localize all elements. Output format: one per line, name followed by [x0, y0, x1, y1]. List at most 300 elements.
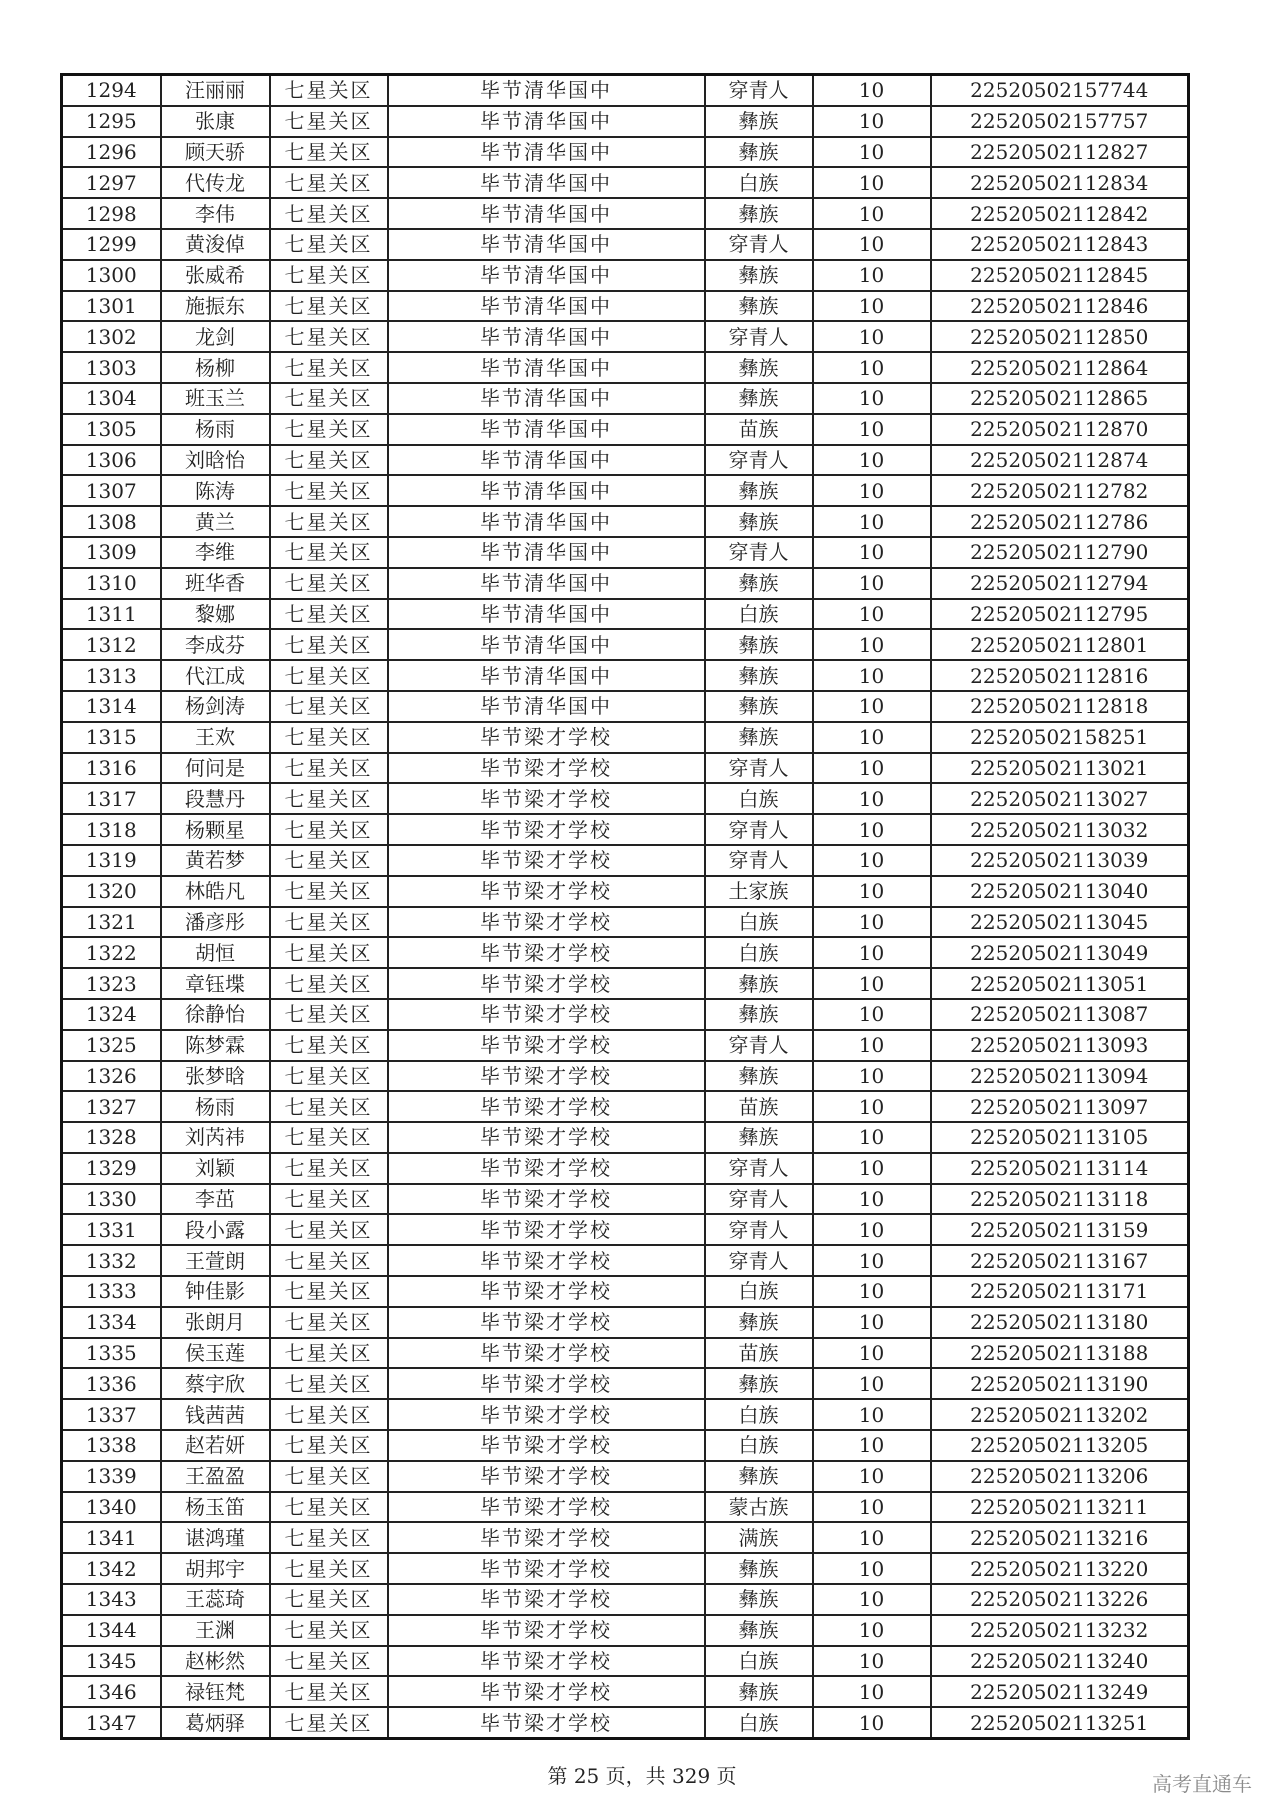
table-row	[62, 137, 1189, 168]
cell-index: 1331	[62, 1214, 161, 1245]
cell-index: 1298	[62, 198, 161, 229]
cell-district: 七星关区	[270, 599, 388, 630]
cell-ethnicity: 彝族	[705, 999, 813, 1030]
cell-district: 七星关区	[270, 722, 388, 753]
cell-school: 毕节梁才学校	[388, 1430, 705, 1461]
cell-grade: 10	[813, 1184, 931, 1215]
cell-school: 毕节清华国中	[388, 321, 705, 352]
cell-district: 七星关区	[270, 1492, 388, 1523]
cell-school: 毕节清华国中	[388, 475, 705, 506]
table-row	[62, 1061, 1189, 1092]
cell-ethnicity: 苗族	[705, 1338, 813, 1369]
cell-index: 1310	[62, 568, 161, 599]
table-row	[62, 445, 1189, 476]
cell-ethnicity: 彝族	[705, 506, 813, 537]
cell-ethnicity: 彝族	[705, 260, 813, 291]
cell-district: 七星关区	[270, 1214, 388, 1245]
cell-name: 汪丽丽	[161, 75, 270, 106]
cell-index: 1303	[62, 352, 161, 383]
cell-index: 1334	[62, 1307, 161, 1338]
cell-district: 七星关区	[270, 445, 388, 476]
cell-name: 何问是	[161, 753, 270, 784]
cell-ethnicity: 白族	[705, 1276, 813, 1307]
cell-name: 黄浚倬	[161, 229, 270, 260]
table-row	[62, 75, 1189, 106]
cell-district: 七星关区	[270, 876, 388, 907]
cell-index: 1336	[62, 1368, 161, 1399]
cell-name: 钱茜茜	[161, 1399, 270, 1430]
cell-name: 黄兰	[161, 506, 270, 537]
table-row	[62, 907, 1189, 938]
cell-school: 毕节梁才学校	[388, 783, 705, 814]
cell-index: 1340	[62, 1492, 161, 1523]
cell-index: 1342	[62, 1553, 161, 1584]
cell-district: 七星关区	[270, 1276, 388, 1307]
cell-district: 七星关区	[270, 691, 388, 722]
cell-exam-id: 22520502113211	[931, 1492, 1189, 1523]
cell-name: 林皓凡	[161, 876, 270, 907]
cell-exam-id: 22520502112865	[931, 383, 1189, 414]
cell-ethnicity: 穿青人	[705, 321, 813, 352]
cell-exam-id: 22520502113171	[931, 1276, 1189, 1307]
table-row	[62, 1615, 1189, 1646]
cell-ethnicity: 穿青人	[705, 1214, 813, 1245]
cell-exam-id: 22520502112864	[931, 352, 1189, 383]
page-number: 第 25 页，共 329 页	[547, 1764, 737, 1788]
cell-index: 1315	[62, 722, 161, 753]
cell-exam-id: 22520502113032	[931, 814, 1189, 845]
cell-district: 七星关区	[270, 568, 388, 599]
table-row	[62, 414, 1189, 445]
table-row	[62, 783, 1189, 814]
cell-grade: 10	[813, 1615, 931, 1646]
cell-exam-id: 22520502112794	[931, 568, 1189, 599]
cell-grade: 10	[813, 352, 931, 383]
cell-name: 张梦晗	[161, 1061, 270, 1092]
cell-grade: 10	[813, 753, 931, 784]
cell-name: 葛炳驿	[161, 1707, 270, 1738]
cell-name: 杨雨	[161, 414, 270, 445]
cell-exam-id: 22520502113087	[931, 999, 1189, 1030]
cell-exam-id: 22520502112795	[931, 599, 1189, 630]
cell-index: 1332	[62, 1245, 161, 1276]
cell-ethnicity: 彝族	[705, 198, 813, 229]
cell-grade: 10	[813, 445, 931, 476]
cell-school: 毕节梁才学校	[388, 1122, 705, 1153]
cell-name: 王盈盈	[161, 1461, 270, 1492]
cell-name: 蔡宇欣	[161, 1368, 270, 1399]
table-row	[62, 537, 1189, 568]
cell-ethnicity: 白族	[705, 1430, 813, 1461]
cell-grade: 10	[813, 260, 931, 291]
cell-ethnicity: 穿青人	[705, 814, 813, 845]
cell-grade: 10	[813, 814, 931, 845]
cell-district: 七星关区	[270, 1553, 388, 1584]
cell-school: 毕节梁才学校	[388, 1676, 705, 1707]
cell-index: 1318	[62, 814, 161, 845]
cell-school: 毕节清华国中	[388, 291, 705, 322]
cell-ethnicity: 彝族	[705, 137, 813, 168]
cell-index: 1300	[62, 260, 161, 291]
cell-name: 李伟	[161, 198, 270, 229]
table-row	[62, 229, 1189, 260]
table-row	[62, 1214, 1189, 1245]
cell-school: 毕节梁才学校	[388, 1214, 705, 1245]
cell-district: 七星关区	[270, 629, 388, 660]
cell-index: 1323	[62, 968, 161, 999]
table-row	[62, 383, 1189, 414]
cell-exam-id: 22520502113114	[931, 1153, 1189, 1184]
cell-index: 1325	[62, 1030, 161, 1061]
cell-district: 七星关区	[270, 383, 388, 414]
cell-name: 杨颗星	[161, 814, 270, 845]
cell-ethnicity: 白族	[705, 1646, 813, 1677]
cell-ethnicity: 穿青人	[705, 537, 813, 568]
cell-index: 1309	[62, 537, 161, 568]
cell-grade: 10	[813, 1338, 931, 1369]
cell-district: 七星关区	[270, 1707, 388, 1738]
table-row	[62, 291, 1189, 322]
cell-grade: 10	[813, 1461, 931, 1492]
cell-grade: 10	[813, 722, 931, 753]
cell-index: 1321	[62, 907, 161, 938]
cell-ethnicity: 彝族	[705, 722, 813, 753]
cell-ethnicity: 彝族	[705, 968, 813, 999]
cell-exam-id: 22520502113232	[931, 1615, 1189, 1646]
cell-district: 七星关区	[270, 506, 388, 537]
cell-exam-id: 22520502113159	[931, 1214, 1189, 1245]
cell-school: 毕节梁才学校	[388, 753, 705, 784]
cell-ethnicity: 彝族	[705, 1307, 813, 1338]
cell-index: 1294	[62, 75, 161, 106]
cell-ethnicity: 穿青人	[705, 1184, 813, 1215]
table-row	[62, 475, 1189, 506]
cell-grade: 10	[813, 1307, 931, 1338]
cell-name: 张威希	[161, 260, 270, 291]
cell-grade: 10	[813, 1122, 931, 1153]
cell-ethnicity: 彝族	[705, 1584, 813, 1615]
cell-exam-id: 22520502158251	[931, 722, 1189, 753]
cell-school: 毕节梁才学校	[388, 1307, 705, 1338]
cell-district: 七星关区	[270, 75, 388, 106]
table-row	[62, 1707, 1189, 1738]
cell-index: 1307	[62, 475, 161, 506]
table-row	[62, 1338, 1189, 1369]
cell-exam-id: 22520502113093	[931, 1030, 1189, 1061]
cell-ethnicity: 白族	[705, 783, 813, 814]
cell-ethnicity: 穿青人	[705, 445, 813, 476]
cell-grade: 10	[813, 167, 931, 198]
cell-school: 毕节清华国中	[388, 445, 705, 476]
cell-district: 七星关区	[270, 1307, 388, 1338]
cell-school: 毕节清华国中	[388, 537, 705, 568]
cell-index: 1333	[62, 1276, 161, 1307]
cell-district: 七星关区	[270, 660, 388, 691]
cell-grade: 10	[813, 1492, 931, 1523]
cell-grade: 10	[813, 999, 931, 1030]
cell-school: 毕节梁才学校	[388, 1276, 705, 1307]
cell-grade: 10	[813, 1153, 931, 1184]
cell-exam-id: 22520502112843	[931, 229, 1189, 260]
cell-exam-id: 22520502157744	[931, 75, 1189, 106]
cell-index: 1335	[62, 1338, 161, 1369]
cell-exam-id: 22520502112786	[931, 506, 1189, 537]
cell-exam-id: 22520502113040	[931, 876, 1189, 907]
cell-grade: 10	[813, 1553, 931, 1584]
cell-name: 王萱朗	[161, 1245, 270, 1276]
cell-index: 1301	[62, 291, 161, 322]
cell-index: 1326	[62, 1061, 161, 1092]
cell-name: 段小露	[161, 1214, 270, 1245]
cell-grade: 10	[813, 1061, 931, 1092]
cell-exam-id: 22520502112870	[931, 414, 1189, 445]
cell-district: 七星关区	[270, 1430, 388, 1461]
cell-school: 毕节梁才学校	[388, 722, 705, 753]
table-row	[62, 1091, 1189, 1122]
cell-exam-id: 22520502113188	[931, 1338, 1189, 1369]
cell-exam-id: 22520502113240	[931, 1646, 1189, 1677]
cell-index: 1345	[62, 1646, 161, 1677]
cell-name: 顾天骄	[161, 137, 270, 168]
cell-ethnicity: 满族	[705, 1522, 813, 1553]
table-row	[62, 814, 1189, 845]
cell-district: 七星关区	[270, 1646, 388, 1677]
table-row	[62, 1122, 1189, 1153]
cell-district: 七星关区	[270, 845, 388, 876]
cell-name: 班华香	[161, 568, 270, 599]
cell-school: 毕节梁才学校	[388, 1615, 705, 1646]
cell-ethnicity: 蒙古族	[705, 1492, 813, 1523]
cell-school: 毕节清华国中	[388, 198, 705, 229]
cell-exam-id: 22520502112846	[931, 291, 1189, 322]
cell-grade: 10	[813, 1676, 931, 1707]
cell-name: 杨柳	[161, 352, 270, 383]
table-row	[62, 1276, 1189, 1307]
cell-district: 七星关区	[270, 537, 388, 568]
cell-exam-id: 22520502112850	[931, 321, 1189, 352]
table-row	[62, 1184, 1189, 1215]
cell-school: 毕节清华国中	[388, 106, 705, 137]
cell-school: 毕节梁才学校	[388, 1461, 705, 1492]
cell-district: 七星关区	[270, 968, 388, 999]
cell-index: 1324	[62, 999, 161, 1030]
cell-grade: 10	[813, 968, 931, 999]
cell-district: 七星关区	[270, 783, 388, 814]
cell-index: 1339	[62, 1461, 161, 1492]
cell-district: 七星关区	[270, 1399, 388, 1430]
cell-district: 七星关区	[270, 321, 388, 352]
cell-district: 七星关区	[270, 1061, 388, 1092]
table-row	[62, 198, 1189, 229]
cell-exam-id: 22520502112801	[931, 629, 1189, 660]
cell-ethnicity: 彝族	[705, 691, 813, 722]
cell-name: 代江成	[161, 660, 270, 691]
cell-name: 赵若妍	[161, 1430, 270, 1461]
cell-school: 毕节梁才学校	[388, 1184, 705, 1215]
cell-name: 班玉兰	[161, 383, 270, 414]
cell-name: 胡恒	[161, 937, 270, 968]
table-row	[62, 937, 1189, 968]
cell-exam-id: 22520502157757	[931, 106, 1189, 137]
cell-index: 1343	[62, 1584, 161, 1615]
cell-ethnicity: 彝族	[705, 1122, 813, 1153]
cell-school: 毕节清华国中	[388, 75, 705, 106]
cell-index: 1320	[62, 876, 161, 907]
cell-district: 七星关区	[270, 260, 388, 291]
table-row	[62, 999, 1189, 1030]
cell-grade: 10	[813, 1646, 931, 1677]
cell-index: 1295	[62, 106, 161, 137]
cell-name: 徐静怡	[161, 999, 270, 1030]
cell-school: 毕节梁才学校	[388, 1030, 705, 1061]
cell-index: 1299	[62, 229, 161, 260]
cell-district: 七星关区	[270, 1338, 388, 1369]
cell-index: 1322	[62, 937, 161, 968]
cell-ethnicity: 彝族	[705, 352, 813, 383]
table-row	[62, 352, 1189, 383]
cell-school: 毕节梁才学校	[388, 999, 705, 1030]
cell-name: 王蕊琦	[161, 1584, 270, 1615]
table-row	[62, 1553, 1189, 1584]
cell-name: 王欢	[161, 722, 270, 753]
cell-school: 毕节梁才学校	[388, 1091, 705, 1122]
cell-index: 1305	[62, 414, 161, 445]
cell-school: 毕节清华国中	[388, 660, 705, 691]
cell-exam-id: 22520502113045	[931, 907, 1189, 938]
cell-exam-id: 22520502112816	[931, 660, 1189, 691]
cell-district: 七星关区	[270, 198, 388, 229]
cell-grade: 10	[813, 568, 931, 599]
cell-school: 毕节清华国中	[388, 568, 705, 599]
table-row	[62, 1522, 1189, 1553]
cell-grade: 10	[813, 1707, 931, 1738]
cell-ethnicity: 白族	[705, 907, 813, 938]
cell-school: 毕节梁才学校	[388, 937, 705, 968]
cell-school: 毕节梁才学校	[388, 1061, 705, 1092]
cell-district: 七星关区	[270, 907, 388, 938]
cell-exam-id: 22520502113226	[931, 1584, 1189, 1615]
cell-ethnicity: 苗族	[705, 414, 813, 445]
cell-exam-id: 22520502113220	[931, 1553, 1189, 1584]
cell-index: 1338	[62, 1430, 161, 1461]
cell-ethnicity: 白族	[705, 599, 813, 630]
cell-grade: 10	[813, 137, 931, 168]
table-row	[62, 1030, 1189, 1061]
cell-district: 七星关区	[270, 352, 388, 383]
table-row	[62, 568, 1189, 599]
cell-district: 七星关区	[270, 137, 388, 168]
cell-school: 毕节梁才学校	[388, 1338, 705, 1369]
cell-district: 七星关区	[270, 475, 388, 506]
cell-index: 1319	[62, 845, 161, 876]
cell-grade: 10	[813, 106, 931, 137]
cell-school: 毕节清华国中	[388, 629, 705, 660]
cell-index: 1313	[62, 660, 161, 691]
cell-ethnicity: 苗族	[705, 1091, 813, 1122]
table-row	[62, 722, 1189, 753]
cell-district: 七星关区	[270, 999, 388, 1030]
cell-ethnicity: 土家族	[705, 876, 813, 907]
table-row	[62, 1430, 1189, 1461]
cell-exam-id: 22520502113251	[931, 1707, 1189, 1738]
cell-name: 段慧丹	[161, 783, 270, 814]
cell-ethnicity: 彝族	[705, 291, 813, 322]
cell-index: 1328	[62, 1122, 161, 1153]
cell-district: 七星关区	[270, 1615, 388, 1646]
cell-school: 毕节清华国中	[388, 260, 705, 291]
cell-index: 1347	[62, 1707, 161, 1738]
cell-grade: 10	[813, 198, 931, 229]
table-row	[62, 1399, 1189, 1430]
cell-grade: 10	[813, 937, 931, 968]
watermark: 高考直通车	[1152, 1772, 1252, 1796]
cell-ethnicity: 彝族	[705, 383, 813, 414]
cell-ethnicity: 彝族	[705, 1368, 813, 1399]
cell-ethnicity: 白族	[705, 167, 813, 198]
cell-school: 毕节清华国中	[388, 137, 705, 168]
cell-exam-id: 22520502113094	[931, 1061, 1189, 1092]
cell-exam-id: 22520502112874	[931, 445, 1189, 476]
table-row	[62, 167, 1189, 198]
cell-ethnicity: 彝族	[705, 106, 813, 137]
cell-district: 七星关区	[270, 1522, 388, 1553]
cell-grade: 10	[813, 691, 931, 722]
cell-grade: 10	[813, 660, 931, 691]
table-row	[62, 629, 1189, 660]
table-row	[62, 845, 1189, 876]
cell-exam-id: 22520502113202	[931, 1399, 1189, 1430]
cell-school: 毕节梁才学校	[388, 1368, 705, 1399]
cell-grade: 10	[813, 1214, 931, 1245]
cell-school: 毕节清华国中	[388, 352, 705, 383]
cell-index: 1314	[62, 691, 161, 722]
cell-name: 钟佳影	[161, 1276, 270, 1307]
cell-grade: 10	[813, 475, 931, 506]
cell-ethnicity: 穿青人	[705, 229, 813, 260]
cell-ethnicity: 穿青人	[705, 75, 813, 106]
cell-grade: 10	[813, 1030, 931, 1061]
cell-index: 1346	[62, 1676, 161, 1707]
cell-name: 杨雨	[161, 1091, 270, 1122]
cell-grade: 10	[813, 1245, 931, 1276]
cell-name: 黎娜	[161, 599, 270, 630]
cell-school: 毕节清华国中	[388, 383, 705, 414]
cell-grade: 10	[813, 291, 931, 322]
cell-name: 赵彬然	[161, 1646, 270, 1677]
cell-district: 七星关区	[270, 1584, 388, 1615]
cell-school: 毕节清华国中	[388, 599, 705, 630]
cell-grade: 10	[813, 876, 931, 907]
table-row	[62, 1676, 1189, 1707]
cell-ethnicity: 穿青人	[705, 753, 813, 784]
table-row	[62, 106, 1189, 137]
cell-grade: 10	[813, 75, 931, 106]
cell-exam-id: 22520502113021	[931, 753, 1189, 784]
cell-index: 1330	[62, 1184, 161, 1215]
cell-exam-id: 22520502113105	[931, 1122, 1189, 1153]
cell-school: 毕节梁才学校	[388, 1522, 705, 1553]
cell-exam-id: 22520502113180	[931, 1307, 1189, 1338]
cell-school: 毕节梁才学校	[388, 1553, 705, 1584]
cell-exam-id: 22520502112782	[931, 475, 1189, 506]
cell-grade: 10	[813, 1522, 931, 1553]
cell-index: 1297	[62, 167, 161, 198]
cell-grade: 10	[813, 321, 931, 352]
cell-exam-id: 22520502112790	[931, 537, 1189, 568]
cell-name: 谌鸿瑾	[161, 1522, 270, 1553]
cell-index: 1304	[62, 383, 161, 414]
cell-district: 七星关区	[270, 229, 388, 260]
